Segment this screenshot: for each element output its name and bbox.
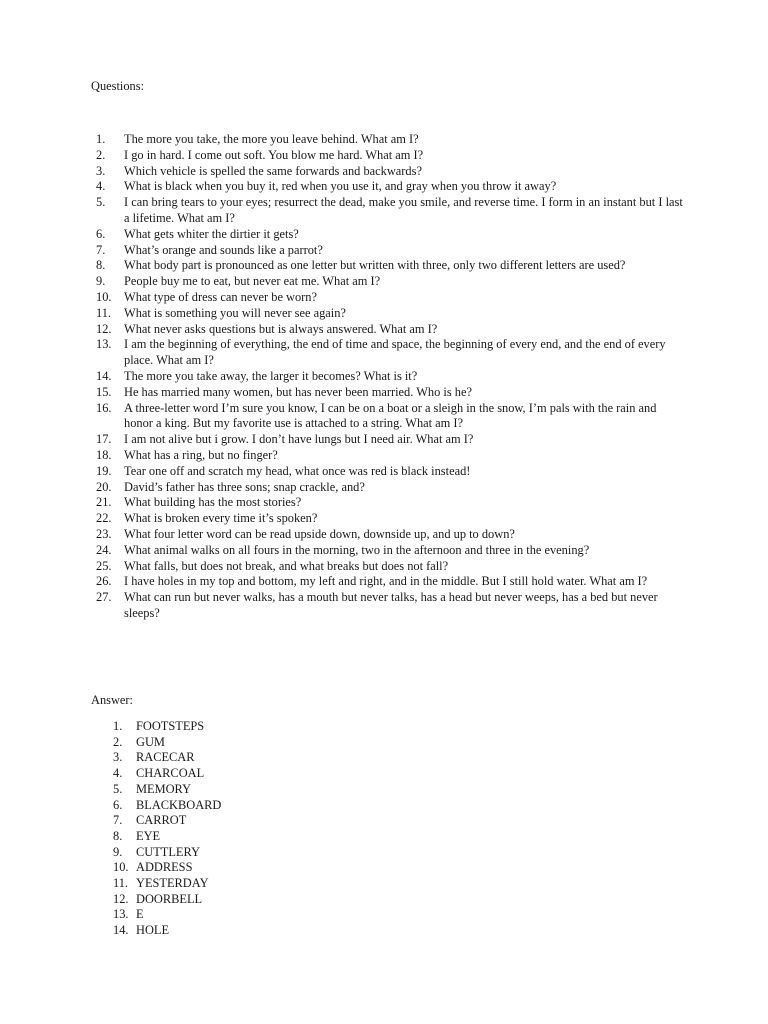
question-item <box>96 511 688 527</box>
list-item-number: 20. <box>96 479 112 494</box>
list-item-text: What type of dress can never be worn? <box>124 289 318 304</box>
list-item-text: He has married many women, but has never been married. Who is he? <box>124 384 472 399</box>
list-item-text: What falls, but does not break, and what breaks but does not fall? <box>124 558 449 573</box>
list-item-number: 14. <box>113 923 129 938</box>
question-item <box>96 132 688 148</box>
question-item <box>96 274 688 290</box>
list-item-text: I am the beginning of everything, the end of time and space, the beginning of every end, and the end of every place. What am I? <box>124 337 666 368</box>
list-item-number: 9. <box>113 844 123 859</box>
question-item <box>96 243 688 259</box>
list-item-number: 1. <box>113 719 123 733</box>
list-item-text: I have holes in my top and bottom, my left and right, and in the middle. But I still hold water. What am I? <box>124 574 648 589</box>
answer-item <box>113 735 513 751</box>
list-item-text: David’s father has three sons; snap crackle, and? <box>124 479 365 494</box>
list-item-number: 5. <box>113 781 123 796</box>
answer-item <box>113 923 513 939</box>
list-item-text: RACECAR <box>136 750 195 765</box>
list-item-text: What gets whiter the dirtier it gets? <box>124 226 299 241</box>
list-item-number: 14. <box>96 368 112 383</box>
question-item <box>96 464 688 480</box>
list-item-text: DOORBELL <box>136 891 203 906</box>
list-item-number: 6. <box>113 797 123 812</box>
list-item-number: 8. <box>96 258 106 273</box>
answer-item <box>113 813 513 829</box>
list-item-number: 2. <box>96 147 106 162</box>
list-item-text: What animal walks on all fours in the morning, two in the afternoon and three in the evening? <box>124 542 590 557</box>
list-item-text: ADDRESS <box>136 860 193 875</box>
list-item-text: MEMORY <box>136 781 192 796</box>
answer-item <box>113 798 513 814</box>
list-item-number: 5. <box>96 195 106 210</box>
question-item <box>96 306 688 322</box>
list-item-text: What can run but never walks, has a mouth but never talks, has a head but never weeps, has a bed but never sleeps? <box>124 590 658 620</box>
list-item-text: What is broken every time it’s spoken? <box>124 511 318 526</box>
question-item <box>96 337 688 369</box>
answer-item <box>113 845 513 861</box>
list-item-number: 3. <box>96 163 106 178</box>
answer-item <box>113 907 513 923</box>
questions-list <box>96 132 688 622</box>
question-item <box>96 480 688 496</box>
list-item-text: The more you take away, the larger it becomes? What is it? <box>124 368 418 383</box>
answers-heading: Answer: <box>91 693 133 707</box>
question-item <box>96 258 688 274</box>
list-item-text: CHARCOAL <box>136 766 205 781</box>
list-item-text: I am not alive but i grow. I don’t have lungs but I need air. What am I? <box>124 432 474 447</box>
question-item <box>96 559 688 575</box>
answer-item <box>113 892 513 908</box>
list-item-text: YESTERDAY <box>136 876 209 891</box>
answer-item <box>113 860 513 876</box>
list-item-number: 18. <box>96 447 112 462</box>
list-item-text: The more you take, the more you leave behind. What am I? <box>124 132 419 146</box>
question-item <box>96 385 688 401</box>
list-item-text: People buy me to eat, but never eat me. What am I? <box>124 274 381 289</box>
question-item <box>96 290 688 306</box>
list-item-number: 16. <box>96 400 112 415</box>
list-item-number: 9. <box>96 274 106 289</box>
list-item-number: 4. <box>113 766 123 781</box>
list-item-number: 8. <box>113 828 123 843</box>
list-item-number: 24. <box>96 542 112 557</box>
list-item-text: Which vehicle is spelled the same forwards and backwards? <box>124 163 422 178</box>
list-item-number: 13. <box>96 337 112 352</box>
list-item-text: What is black when you buy it, red when you use it, and gray when you throw it away? <box>124 179 557 194</box>
list-item-text: What never asks questions but is always answered. What am I? <box>124 321 438 336</box>
question-item <box>96 179 688 195</box>
list-item-number: 21. <box>96 495 112 510</box>
list-item-number: 27. <box>96 590 112 605</box>
list-item-number: 11. <box>113 876 129 891</box>
answer-item <box>113 782 513 798</box>
question-item <box>96 448 688 464</box>
list-item-number: 12. <box>113 891 129 906</box>
list-item-number: 6. <box>96 226 106 241</box>
list-item-number: 2. <box>113 734 123 749</box>
list-item-text: EYE <box>136 828 161 843</box>
list-item-number: 3. <box>113 750 123 765</box>
answer-item <box>113 766 513 782</box>
list-item-number: 4. <box>96 179 106 194</box>
list-item-text: I go in hard. I come out soft. You blow me hard. What am I? <box>124 147 424 162</box>
question-item <box>96 401 688 433</box>
question-item <box>96 590 688 622</box>
list-item-text: What has a ring, but no finger? <box>124 447 278 462</box>
answers-list <box>113 719 513 939</box>
question-item <box>96 495 688 511</box>
question-item <box>96 195 688 227</box>
list-item-text: What is something you will never see again? <box>124 305 346 320</box>
list-item-text: What’s orange and sounds like a parrot? <box>124 242 323 257</box>
list-item-number: 10. <box>96 289 112 304</box>
list-item-text: Tear one off and scratch my head, what once was red is black instead! <box>124 463 471 478</box>
list-item-number: 1. <box>96 132 106 146</box>
list-item-number: 12. <box>96 321 112 336</box>
answer-item <box>113 876 513 892</box>
question-item <box>96 432 688 448</box>
question-item <box>96 148 688 164</box>
list-item-number: 19. <box>96 463 112 478</box>
list-item-number: 10. <box>113 860 129 875</box>
question-item <box>96 527 688 543</box>
answer-item <box>113 719 513 735</box>
list-item-text: What body part is pronounced as one letter but written with three, only two different letters are used? <box>124 258 626 273</box>
answer-item <box>113 750 513 766</box>
list-item-text: GUM <box>136 734 165 749</box>
list-item-number: 22. <box>96 511 112 526</box>
question-item <box>96 543 688 559</box>
list-item-number: 7. <box>113 813 123 828</box>
list-item-number: 26. <box>96 574 112 589</box>
list-item-number: 13. <box>113 907 129 922</box>
question-item <box>96 164 688 180</box>
list-item-text: What building has the most stories? <box>124 495 302 510</box>
list-item-text: What four letter word can be read upside down, downside up, and up to down? <box>124 526 515 541</box>
list-item-text: CUTTLERY <box>136 844 201 859</box>
list-item-text: A three-letter word I’m sure you know, I can be on a boat or a sleigh in the snow, I’m pals with the rain and honor a king. But my favorite use is attached to a string. What am I? <box>124 400 657 431</box>
list-item-text: HOLE <box>136 923 170 938</box>
question-item <box>96 574 688 590</box>
list-item-number: 7. <box>96 242 106 257</box>
list-item-text: FOOTSTEPS <box>136 719 205 733</box>
list-item-text: I can bring tears to your eyes; resurrect the dead, make you smile, and reverse time. I form in an instant but I last a lifetime. What am I? <box>124 195 683 225</box>
answer-item <box>113 829 513 845</box>
list-item-number: 23. <box>96 526 112 541</box>
question-item <box>96 227 688 243</box>
list-item-text: CARROT <box>136 813 187 828</box>
list-item-text: E <box>136 907 144 922</box>
questions-heading: Questions: <box>91 79 145 93</box>
list-item-number: 25. <box>96 558 112 573</box>
question-item <box>96 369 688 385</box>
list-item-number: 17. <box>96 432 112 447</box>
question-item <box>96 322 688 338</box>
list-item-text: BLACKBOARD <box>136 797 222 812</box>
list-item-number: 11. <box>96 305 112 320</box>
list-item-number: 15. <box>96 384 112 399</box>
